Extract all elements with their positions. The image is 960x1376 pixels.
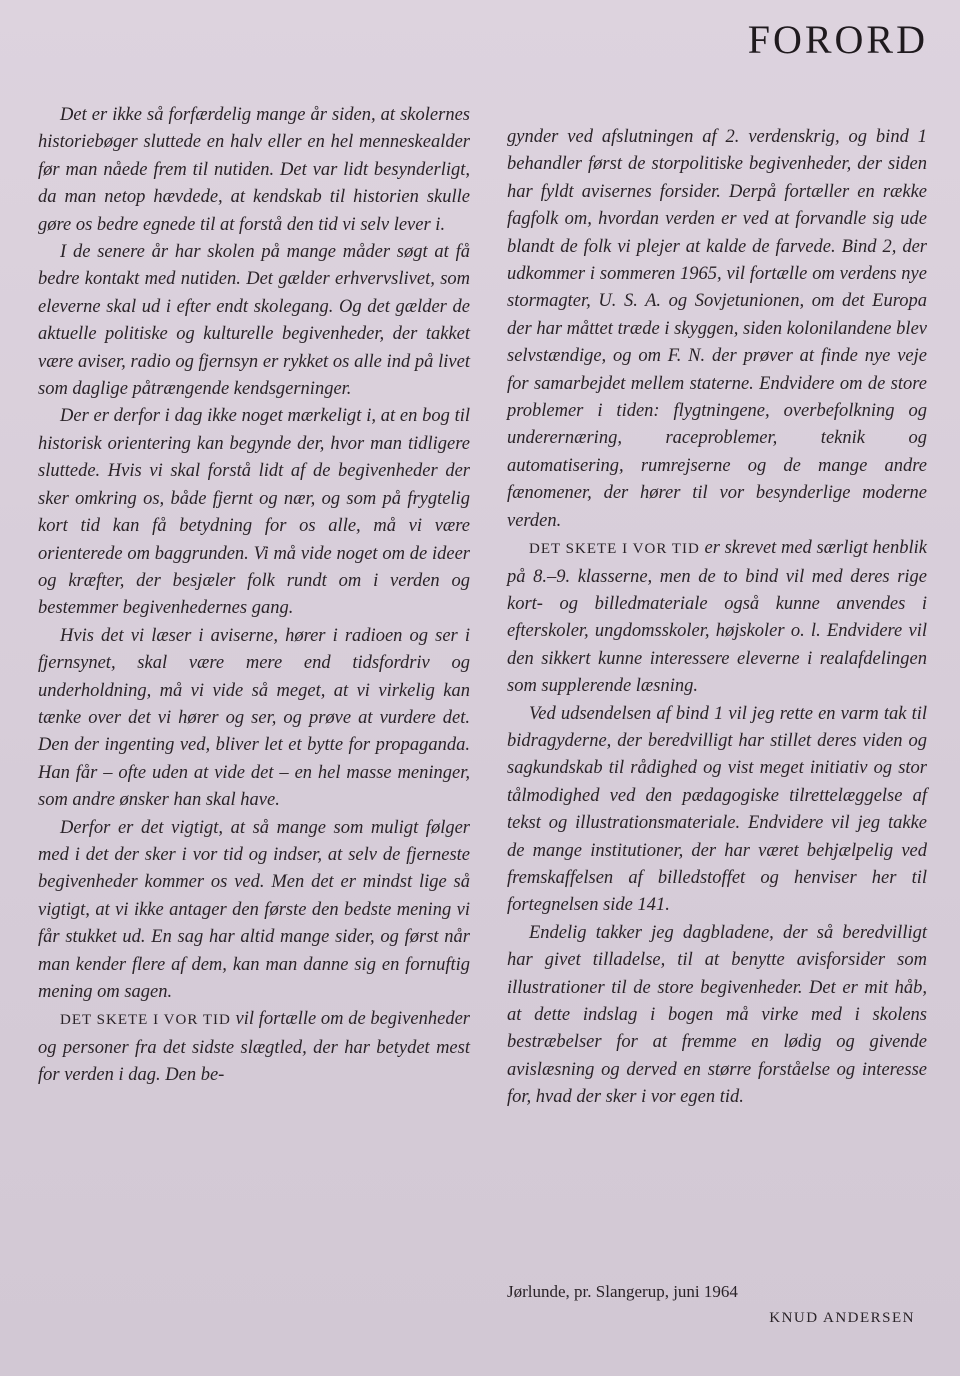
signature-author: KNUD ANDERSEN [769,1310,915,1326]
signature-place-date: Jørlunde, pr. Slangerup, juni 1964 [507,1282,738,1301]
book-title-smallcaps: DET SKETE I VOR TID [529,541,700,558]
paragraph [507,535,927,700]
paragraph-text: vil fortælle om de begivenheder og personer fra det sidste slægtled, der har betydet mest for verden i dag. Den be- [38,1009,470,1086]
paragraph: Ved udsendelsen af bind 1 vil jeg rette en varm tak til bidragyderne, der beredvilligt har stillet deres viden og sagkundskab til rådighed og vist meget initiativ og stor tålmodighed ved den pædagogiske tilrettelæggelse af tekst og illustrationsmateriale. Endvidere vil jeg takke de mange institutioner, der har været behjælpelig ved fremskaffelsen af billedstoffet og henviser her til fortegnelsen side 141. [507,703,927,916]
paragraph-text: er skrevet med særligt henblik på 8.–9. klasserne, men de to bind vil med deres rige kort- og billedmateriale også kunne anvendes i efterskoler, ungdomsskoler, højskoler o. l. Endvidere vil den sikkert kunne interessere eleverne i realafdelingen som supplerende læsning. [507,538,927,697]
right-column [507,124,927,1112]
paragraph: Hvis det vi læser i aviserne, hører i radioen og ser i fjernsynet, skal være mere end tidsfordriv og underholdning, må vi vide så meget, at vi virkelig kan tænke over det vi hører og ser, og prøve at vurdere det. Den der ingenting ved, bliver let et bytte for propaganda. Han får – ofte uden at vide det – en hel masse meninger, som andre ønsker han skal have. [38,625,470,811]
paragraph: Endelig takker jeg dagbladene, der så beredvilligt har givet tilladelse, til at benytte avisforsider som illustrationer til de store begivenheder. Det er mit håb, at dette indslag i bogen må virke med i skolens bestræbelser for at fremme en lødig og givende avislæsning og derved en større forståelse og interesse for, hvad der sker i vor egen tid. [507,922,927,1108]
paragraph: Derfor er det vigtigt, at så mange som muligt følger med i det der sker i vor tid og indser, at selv de fjerneste begivenheder kommer os ved. Men det er mindst lige så vigtigt, at vi ikke antager den første den bedste mening vi får stukket ud. En sag har altid mange sider, og først når man kender flere af dem, kan man danne sig en fornuftig mening om sagen. [38,817,470,1002]
paragraph: Der er derfor i dag ikke noget mærkeligt i, at en bog til historisk orientering kan begynde der, hvor man tidligere sluttede. Hvis vi skal forstå lidt af de begivenheder der sker omkring os, både fjernt og nær, og som på frygtelig kort tid kan få betydning for os alle, må vi være orienterede om baggrunden. Vi må vide noget om de ideer og kræfter, der besjæler folk rundt om i verden og bestemmer begivenhedernes gang. [38,406,470,619]
paragraph: gynder ved afslutningen af 2. verdenskrig, og bind 1 behandler først de storpolitiske begivenheder, der siden har fyldt avisernes forsider. Derpå fortæller en række fagfolk om, hvordan verden er ved at forvandle sig ude blandt de folk vi plejer at kalde de farvede. Bind 2, der udkommer i sommeren 1965, vil fortælle om verdens nye stormagter, U. S. A. og Sovjetunionen, om det Europa der har måttet træde i skyggen, siden kolonilandene blev selvstændige, og om F. N. der prøver at finde nye veje for samarbejdet mellem staterne. Endvidere om de store problemer i tiden: flygtningene, overbefolkning og underernæring, raceproblemer, teknik og automatisering, rumrejserne og de mange andre fænomener, der hører til vor besynderlige moderne verden. [507,127,927,531]
page-heading: FORORD [747,17,928,62]
paragraph: Det er ikke så forfærdelig mange år siden, at skolernes historiebøger sluttede en halv eller en hel menneskealder før man nåede frem til nutiden. Det var lidt besynderligt, da man netop hævdede, at kendskab til historien skulle gøre os bedre egnede til at forstå den tid vi selv lever i. [38,105,470,235]
book-title-smallcaps: DET SKETE I VOR TID [60,1012,231,1029]
paragraph: I de senere år har skolen på mange måder søgt at få bedre kontakt med nutiden. Det gælder erhvervslivet, som eleverne skal ud i efter endt skolegang. Og det gælder de aktuelle politiske og kulturelle begivenheder, der takket være aviser, radio og fjernsyn er rykket os alle ind på livet som daglige påtrængende kendsgerninger. [38,242,470,400]
left-column [38,102,470,1090]
paragraph [38,1006,470,1089]
